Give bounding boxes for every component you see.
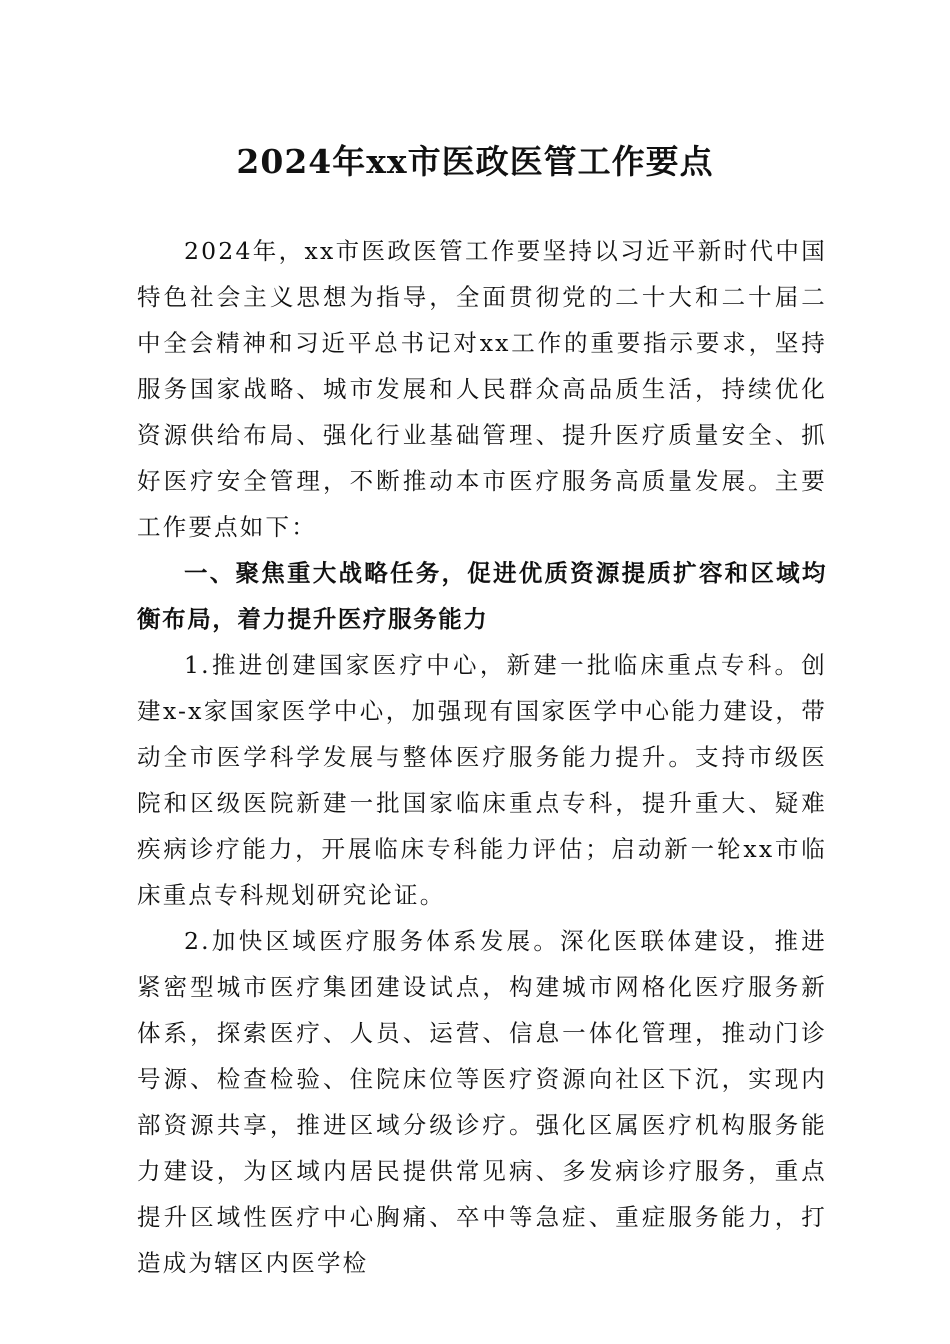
document-body <box>137 228 827 1286</box>
item-paragraph-1: 1.推进创建国家医疗中心，新建一批临床重点专科。创建x-x家国家医学中心，加强现有国家医学中心能力建设，带动全市医学科学发展与整体医疗服务能力提升。支持市级医院和区级医院新建一批国家临床重点专科，提升重大、疑难疾病诊疗能力，开展临床专科能力评估；启动新一轮xx市临床重点专科规划研究论证。 <box>137 651 827 909</box>
document-title: 2024年xx市医政医管工作要点 <box>236 142 714 181</box>
intro-paragraph: 2024年，xx市医政医管工作要坚持以习近平新时代中国特色社会主义思想为指导，全面贯彻党的二十大和二十届二中全会精神和习近平总书记对xx工作的重要指示要求，坚持服务国家战略、城市发展和人民群众高品质生活，持续优化资源供给布局、强化行业基础管理、提升医疗质量安全、抓好医疗安全管理，不断推动本市医疗服务高质量发展。主要工作要点如下： <box>137 237 827 541</box>
item-paragraph-2: 2.加快区域医疗服务体系发展。深化医联体建设，推进紧密型城市医疗集团建设试点，构建城市网格化医疗服务新体系，探索医疗、人员、运营、信息一体化管理，推动门诊号源、检查检验、住院床位等医疗资源向社区下沉，实现内部资源共享，推进区域分级诊疗。强化区属医疗机构服务能力建设，为区域内居民提供常见病、多发病诊疗服务，重点提升区域性医疗中心胸痛、卒中等急症、重症服务能力，打造成为辖区内医学检 <box>137 927 827 1277</box>
section-heading-1: 一、聚焦重大战略任务，促进优质资源提质扩容和区域均衡布局，着力提升医疗服务能力 <box>137 559 827 633</box>
